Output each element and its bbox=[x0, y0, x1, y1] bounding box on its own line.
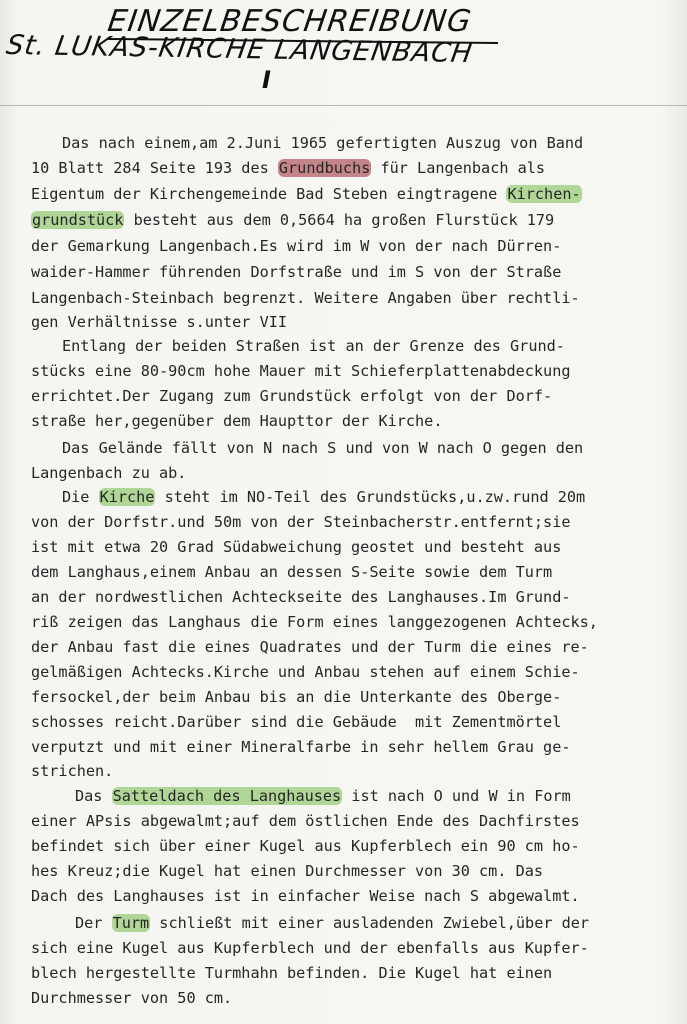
text-line: schosses reicht.Darüber sind die Gebäude mit Zementmörtel bbox=[31, 713, 562, 731]
text-line: hes Kreuz;die Kugel hat einen Durchmesser von 30 cm. Das bbox=[31, 862, 544, 880]
text-line: einer APsis abgewalmt;auf dem östlichen Ende des Dachfirstes bbox=[31, 812, 580, 830]
text-line: waider-Hammer führenden Dorfstraße und im S von der Straße bbox=[31, 263, 562, 281]
text-line: verputzt und mit einer Mineralfarbe in sehr hellem Grau ge- bbox=[31, 738, 571, 756]
text-line: Entlang der beiden Straßen ist an der Grenze des Grund- bbox=[62, 337, 565, 355]
text-line: strichen. bbox=[31, 762, 114, 780]
text-line: grundstück besteht aus dem 0,5664 ha großen Flurstück 179 bbox=[32, 211, 555, 229]
text-line: Die Kirche steht im NO-Teil des Grundstücks,u.zw.rund 20m bbox=[62, 488, 586, 506]
text-line: Dach des Langhauses ist in einfacher Weise nach S abgewalmt. bbox=[31, 887, 580, 905]
highlight-kirchengrundstueck: Kirchen- bbox=[507, 185, 581, 203]
text-line: errichtet.Der Zugang zum Grundstück erfolgt von der Dorf- bbox=[31, 387, 553, 405]
handwritten-title: EINZELBESCHREIBUNG bbox=[105, 4, 474, 39]
text-line: Langenbach-Steinbach begrenzt. Weitere Angaben über rechtli- bbox=[31, 289, 580, 307]
highlight-satteldach: Satteldach des Langhauses bbox=[112, 787, 342, 805]
text-line: der Gemarkung Langenbach.Es wird im W von der nach Dürren- bbox=[31, 237, 562, 255]
text-line: der Anbau fast die eines Quadrates und der Turm die eines re- bbox=[31, 638, 589, 656]
text-line: riß zeigen das Langhaus die Form eines langgezogenen Achtecks, bbox=[31, 613, 598, 631]
text-line: Das Satteldach des Langhauses ist nach O und W in Form bbox=[75, 787, 571, 805]
text-line: befindet sich über einer Kugel aus Kupferblech ein 90 cm ho- bbox=[31, 837, 580, 855]
text-line: stücks eine 80-90cm hohe Mauer mit Schieferplattenabdeckung bbox=[31, 362, 571, 380]
text-line: fersockel,der beim Anbau bis an die Unterkante des Oberge- bbox=[31, 688, 562, 706]
highlight-turm: Turm bbox=[112, 914, 150, 932]
text-line: gen Verhältnisse s.unter VII bbox=[31, 313, 288, 331]
text-line: blech hergestellte Turmhahn befinden. Die Kugel hat einen bbox=[31, 964, 553, 982]
text-line: 10 Blatt 284 Seite 193 des Grundbuchs für Langenbach als bbox=[31, 159, 546, 177]
text-line: dem Langhaus,einem Anbau an dessen S-Seite sowie dem Turm bbox=[31, 563, 553, 581]
page-divider bbox=[0, 105, 687, 106]
text-line: Durchmesser von 50 cm. bbox=[31, 989, 233, 1007]
highlight-grundbuch: Grundbuchs bbox=[278, 159, 371, 177]
text-line: an der nordwestlichen Achteckseite des Langhauses.Im Grund- bbox=[31, 588, 571, 606]
text-line: gelmäßigen Achtecks.Kirche und Anbau stehen auf einem Schie- bbox=[31, 663, 580, 681]
text-line: Das nach einem,am 2.Juni 1965 gefertigten Auszug von Band bbox=[62, 134, 584, 152]
highlight-kirchengrundstueck-cont: grundstück bbox=[32, 211, 124, 229]
highlight-kirche: Kirche bbox=[99, 488, 155, 506]
text-line: von der Dorfstr.und 50m von der Steinbacherstr.entfernt;sie bbox=[31, 513, 571, 531]
text-line: ist mit etwa 20 Grad Südabweichung geostet und besteht aus bbox=[31, 538, 562, 556]
text-line: Der Turm schließt mit einer ausladenden Zwiebel,über der bbox=[75, 914, 590, 932]
text-line: Das Gelände fällt von N nach S und von W nach O gegen den bbox=[62, 439, 584, 457]
text-line: sich eine Kugel aus Kupferblech und der ebenfalls aus Kupfer- bbox=[31, 939, 589, 957]
text-line: Langenbach zu ab. bbox=[31, 464, 187, 482]
handwritten-section-number: I bbox=[262, 66, 272, 94]
text-line: Eigentum der Kirchengemeinde Bad Steben eingtragene Kirchen- bbox=[31, 185, 581, 203]
text-line: straße her,gegenüber dem Haupttor der Kirche. bbox=[31, 412, 443, 430]
handwritten-church-name: St. LUKAS-KIRCHE LANGENBACH bbox=[4, 29, 475, 70]
